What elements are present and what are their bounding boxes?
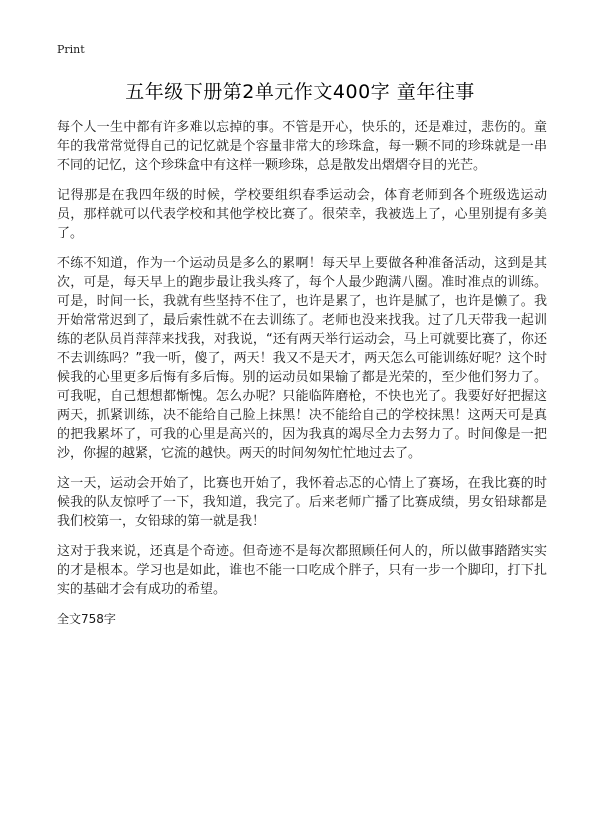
paragraph-2: 记得那是在我四年级的时候，学校要组织春季运动会，体育老师到各个班级选运动员，那样就可以代表学校和其他学校比赛了。很荣幸，我被选上了，心里别提有多美了。 bbox=[57, 188, 547, 241]
article-title: 五年级下册第2单元作文400字 童年往事 bbox=[125, 81, 475, 103]
print-link[interactable]: Print bbox=[57, 43, 85, 56]
article-body bbox=[57, 118, 547, 629]
paragraph-5: 这对于我来说，还真是个奇迹。但奇迹不是每次都照顾任何人的，所以做事踏踏实实的才是根本。学习也是如此，谁也不能一口吃成个胖子，只有一步一个脚印，打下扎实的基础才会有成功的希望。 bbox=[57, 544, 547, 597]
word-count: 全文758字 bbox=[57, 612, 116, 626]
paragraph-4: 这一天，运动会开始了，比赛也开始了，我怀着忐忑的心情上了赛场，在我比赛的时候我的队友惊呼了一下，我知道，我完了。后来老师广播了比赛成绩，男女铅球都是我们校第一，女铅球的第一就是我！ bbox=[57, 476, 547, 529]
paragraph-3: 不练不知道，作为一个运动员是多么的累啊！每天早上要做各种准备活动，这到是其次，可是，每天早上的跑步最让我头疼了，每个人最少跑满八圈。准时准点的训练。可是，时间一长，我就有些坚持不住了，也许是累了，也许是腻了，也许是懒了。我开始常常迟到了，最后索性就不在去训练了。老师也没来找我。过了几天带我一起训练的老队员肖萍萍来找我，对我说，“还有两天举行运动会，马上可就要比赛了，你还不去训练吗？”我一听，傻了，两天！我又不是天才，两天怎么可能训练好呢？这个时候我的心里更多后悔有多后悔。别的运动员如果输了都是光荣的，至少他们努力了。可我呢，自己想想都惭愧。怎么办呢？只能临阵磨枪，不快也光了。我要好好把握这两天，抓紧训练，决不能给自己脸上抹黑！决不能给自己的学校抹黑！这两天可是真的把我累坏了，可我的心里是高兴的，因为我真的竭尽全力去努力了。时间像是一把沙，你握的越紧，它流的越快。两天的时间匆匆忙忙地过去了。 bbox=[57, 256, 547, 461]
paragraph-1: 每个人一生中都有许多难以忘掉的事。不管是开心，快乐的，还是难过，悲伤的。童年的我常常觉得自己的记忆就是个容量非常大的珍珠盒，每一颗不同的珍珠就是一串不同的记忆，这个珍珠盒中有这样一颗珍珠，总是散发出熠熠夺目的光芒。 bbox=[57, 120, 547, 173]
